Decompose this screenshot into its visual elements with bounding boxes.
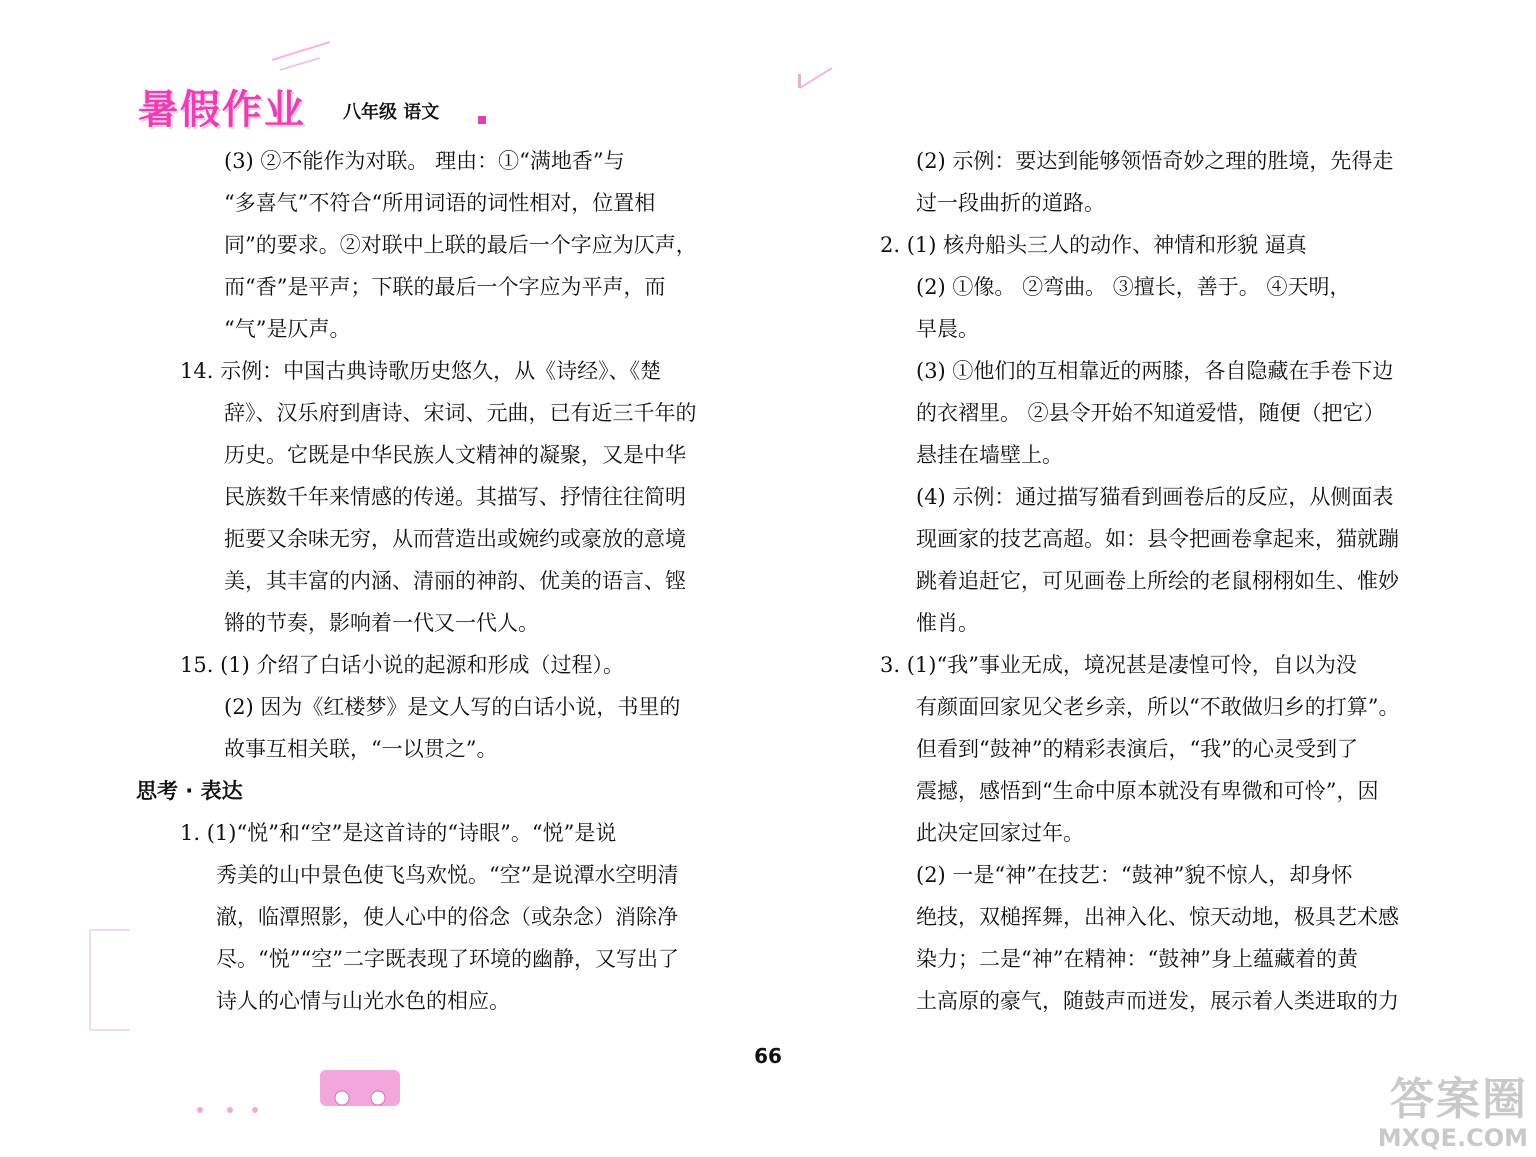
text-line: 历史。它既是中华民族人文精神的凝聚，又是中华 [224, 443, 686, 467]
text-line: 锵的节奏，影响着一代又一代人。 [224, 611, 539, 635]
text-line: “多喜气”不符合“所用词语的词性相对，位置相 [224, 191, 656, 215]
text-line: 但看到“鼓神”的精彩表演后，“我”的心灵受到了 [916, 737, 1358, 761]
text-line: 秀美的山中景色使飞鸟欢悦。“空”是说潭水空明清 [216, 863, 679, 887]
text-line: 惟肖。 [916, 611, 979, 635]
text-line: 澈，临潭照影，使人心中的俗念（或杂念）消除净 [216, 905, 678, 929]
text-line: 绝技，双槌挥舞，出神入化、惊天动地，极具艺术感 [916, 905, 1399, 929]
right-column [880, 140, 1464, 1022]
text-line: “气”是仄声。 [224, 317, 351, 341]
text-line: 扼要又余味无穷，从而营造出或婉约或豪放的意境 [224, 527, 686, 551]
text-line: 现画家的技艺高超。如：县令把画卷拿起来，猫就蹦 [916, 527, 1399, 551]
text-line: 尽。“悦”“空”二字既表现了环境的幽静，又写出了 [216, 947, 679, 971]
text-line: (2) 示例：要达到能够领悟奇妙之理的胜境，先得走 [916, 149, 1394, 173]
text-line: 此决定回家过年。 [916, 821, 1084, 845]
text-line: 同”的要求。②对联中上联的最后一个字应为仄声， [224, 233, 697, 257]
text-line: 有颜面回家见父老乡亲，所以“不敢做归乡的打算”。 [916, 695, 1400, 719]
text-line: 故事互相关联，“一以贯之”。 [224, 737, 498, 761]
text-line: 而“香”是平声；下联的最后一个字应为平声，而 [224, 275, 666, 299]
page-number: 66 [754, 1044, 782, 1068]
text-line: (3) ②不能作为对联。 理由：①“满地香”与 [224, 149, 625, 173]
text-line: 2. (1) 核舟船头三人的动作、神情和形貌 逼真 [880, 233, 1307, 257]
text-line: 1. (1)“悦”和“空”是这首诗的“诗眼”。“悦”是说 [180, 821, 617, 845]
text-line: (4) 示例：通过描写猫看到画卷后的反应，从侧面表 [916, 485, 1394, 509]
text-line: 染力；二是“神”在精神：“鼓神”身上蕴藏着的黄 [916, 947, 1358, 971]
text-line: 跳着追赶它，可见画卷上所绘的老鼠栩栩如生、惟妙 [916, 569, 1399, 593]
text-line: 辞》、汉乐府到唐诗、宋词、元曲，已有近三千年的 [224, 401, 697, 425]
text-line: (3) ①他们的互相靠近的两膝，各自隐藏在手卷下边 [916, 359, 1394, 383]
text-line: 15. (1) 介绍了白话小说的起源和形成（过程）。 [180, 653, 624, 677]
text-line: 美，其丰富的内涵、清丽的神韵、优美的语言、铿 [224, 569, 686, 593]
watermark [1378, 1075, 1528, 1151]
text-line: (2) ①像。 ②弯曲。 ③擅长，善于。 ④天明， [916, 275, 1351, 299]
grade-subject-label: 八年级 语文 [343, 102, 440, 123]
watermark-url: MXQE.COM [1377, 1124, 1528, 1152]
text-line: 14. 示例：中国古典诗歌历史悠久，从《诗经》、《楚 [180, 359, 662, 383]
brand-title: 暑假作业 [138, 87, 306, 133]
watermark-main: 答案圈 [1390, 1074, 1528, 1125]
text-line: 过一段曲折的道路。 [916, 191, 1105, 215]
text-line: 震撼，感悟到“生命中原本就没有卑微和可怜”，因 [916, 779, 1379, 803]
text-line: 民族数千年来情感的传递。其描写、抒情往往简明 [224, 485, 686, 509]
text-line: 的衣褶里。 ②县令开始不知道爱惜，随便（把它） [916, 401, 1385, 425]
text-line: 早晨。 [916, 317, 979, 341]
text-line: 悬挂在墙壁上。 [916, 443, 1063, 467]
text-line: 诗人的心情与山光水色的相应。 [216, 989, 510, 1013]
margin-decoration [80, 920, 480, 1120]
text-line: (2) 一是“神”在技艺：“鼓神”貌不惊人，却身怀 [916, 863, 1353, 887]
left-column [136, 140, 756, 1022]
section-heading: 思考 · 表达 [136, 779, 243, 803]
text-line: 土高原的豪气，随鼓声而迸发，展示着人类进取的力 [916, 989, 1399, 1013]
text-line: (2) 因为《红楼梦》是文人写的白话小说，书里的 [224, 695, 681, 719]
text-line: 3. (1)“我”事业无成，境况甚是凄惶可怜，自以为没 [880, 653, 1357, 677]
